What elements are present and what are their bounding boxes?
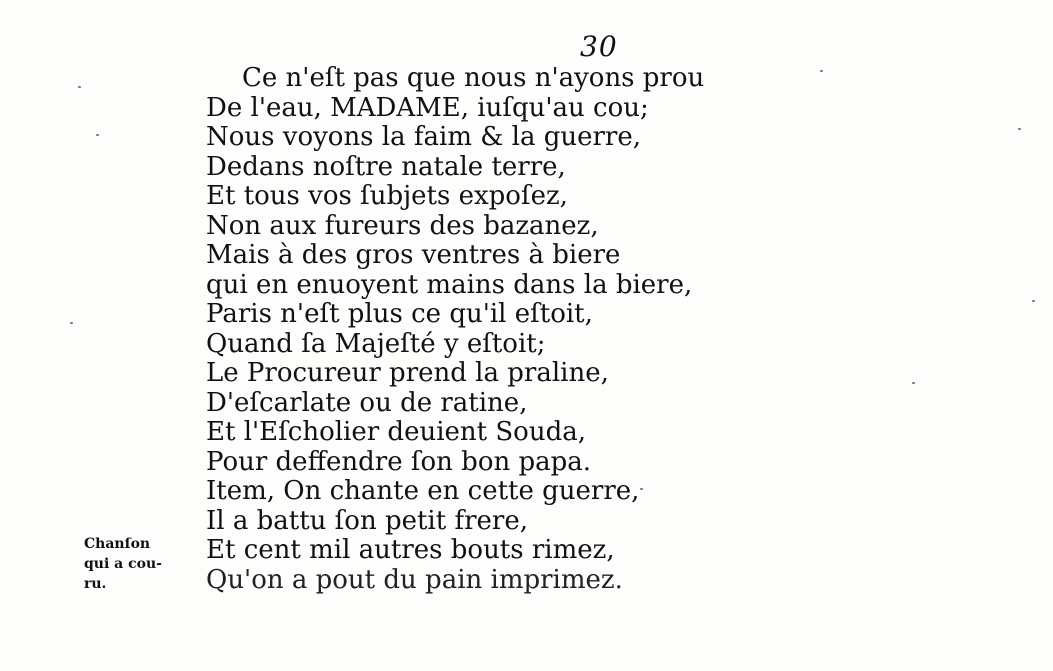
paper-speck <box>912 382 915 384</box>
poem-line: Et tous vos ſubjets expoſez, <box>206 181 568 211</box>
poem-line: Il a battu ſon petit frere, <box>206 505 528 536</box>
paper-speck <box>1018 128 1021 130</box>
poem-line: Dedans noſtre natale terre, <box>206 151 566 182</box>
poem-line: Le Procureur prend la praline, <box>206 358 609 388</box>
margin-note-line: ru. <box>84 576 107 592</box>
paper-speck <box>78 86 81 88</box>
paper-speck <box>640 488 643 490</box>
paper-speck <box>820 70 823 72</box>
poem-line: Ce n'eſt pas que nous n'ayons prou <box>242 63 705 93</box>
poem-line: Et cent mil autres bouts rimez, <box>206 535 615 565</box>
margin-note <box>84 534 184 594</box>
poem-line: Nous voyons la faim & la guerre, <box>206 122 642 152</box>
page-number: 30 <box>580 30 618 63</box>
poem-line: Qu'on a pout du pain imprimez. <box>206 564 623 595</box>
poem-line: Pour deffendre ſon bon papa. <box>206 446 592 477</box>
poem-line: Non aux fureurs des bazanez, <box>206 210 599 241</box>
paper-speck <box>1032 300 1035 302</box>
poem-line: Item, On chante en cette guerre, <box>206 476 640 506</box>
poem-line: D'eſcarlate ou de ratine, <box>206 387 528 418</box>
margin-note-line: qui a cou- <box>84 556 162 572</box>
poem-line: Mais à des gros ventres à biere <box>206 240 621 270</box>
paper-speck <box>70 322 73 324</box>
poem-line: qui en enuoyent mains dans la biere, <box>206 269 693 300</box>
poem <box>206 64 704 595</box>
poem-line: Et l'Eſcholier deuient Souda, <box>206 417 586 447</box>
poem-line: De l'eau, MADAME, iuſqu'au cou; <box>206 92 649 123</box>
poem-line: Paris n'eſt plus ce qu'il eſtoit, <box>206 299 593 329</box>
paper-speck <box>96 134 99 136</box>
margin-note-line: Chanſon <box>84 536 151 552</box>
poem-line: Quand ſa Majeſté y eſtoit; <box>206 328 546 359</box>
